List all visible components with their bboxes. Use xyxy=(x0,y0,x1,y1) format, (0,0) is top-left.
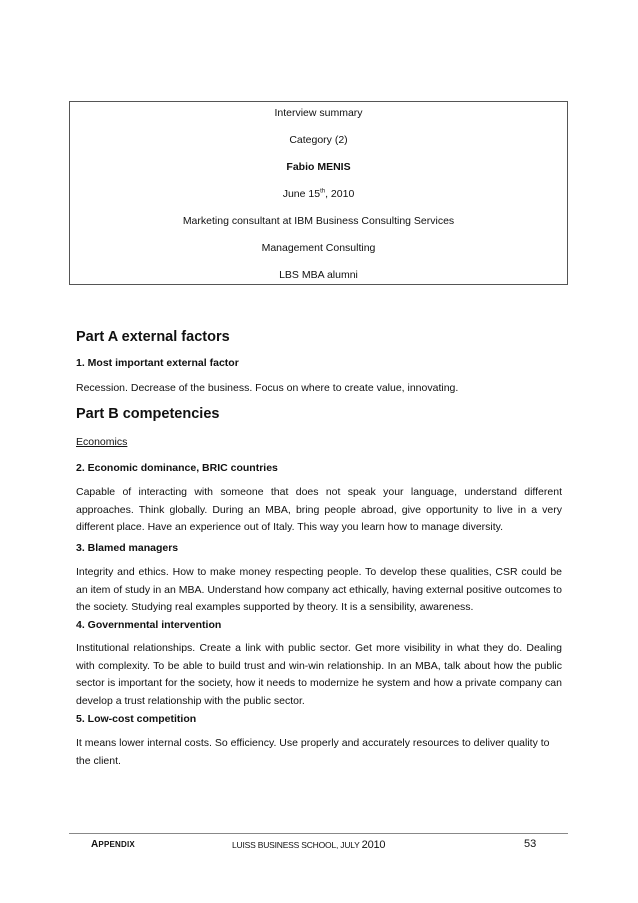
footer-school-date xyxy=(232,839,385,851)
interviewee-name: Fabio MENIS xyxy=(286,161,351,173)
question-1-title: 1. Most important external factor xyxy=(76,357,239,369)
footer-divider xyxy=(69,833,568,834)
interview-summary-box xyxy=(69,101,568,285)
question-2-answer: Capable of interacting with someone that does not speak your language, understand different approaches. Think globally. During an MBA, bring people abroad, give opportunity to live in a very different place. Have an experience out of Italy. This way you learn how to manage diversity. xyxy=(76,486,562,533)
question-3-title: 3. Blamed managers xyxy=(76,542,179,554)
interviewee-alumni: LBS MBA alumni xyxy=(279,269,358,281)
date-suffix: th xyxy=(320,188,326,195)
footer-appendix-initial: A xyxy=(91,839,99,850)
summary-category: Category (2) xyxy=(289,134,348,146)
footer-school-text: LUISS BUSINESS SCHOOL, JULY xyxy=(232,840,362,850)
part-b-heading: Part B competencies xyxy=(76,406,220,422)
footer-year: 2010 xyxy=(361,839,386,851)
footer-appendix-label xyxy=(91,839,135,850)
footer-appendix-rest: PPENDIX xyxy=(98,840,135,849)
question-1-answer: Recession. Decrease of the business. Focus on where to create value, innovating. xyxy=(76,382,459,394)
interviewee-field: Management Consulting xyxy=(261,242,376,254)
interview-date xyxy=(70,187,567,201)
question-5-answer: It means lower internal costs. So efficiency. Use properly and accurately resources to deliver quality to the client. xyxy=(76,737,550,767)
question-4-title: 4. Governmental intervention xyxy=(76,619,222,631)
date-day: June 15 xyxy=(282,188,321,200)
page-number: 53 xyxy=(524,838,537,850)
question-5-title: 5. Low-cost competition xyxy=(76,713,197,725)
part-a-heading: Part A external factors xyxy=(76,329,230,345)
date-year: , 2010 xyxy=(325,188,355,200)
summary-title: Interview summary xyxy=(274,107,363,119)
section-label-economics: Economics xyxy=(76,436,128,448)
question-4-answer: Institutional relationships. Create a link with public sector. Get more visibility in what they do. Dealing with complexity. To be able to build trust and win-win relationship. In an MBA, talk about how the public sector is important for the society, how it needs to modernize he system and how a private company can develop a trust relationship with the public sector. xyxy=(76,642,562,707)
question-2-title: 2. Economic dominance, BRIC countries xyxy=(76,462,278,474)
interviewee-role: Marketing consultant at IBM Business Consulting Services xyxy=(182,215,455,227)
question-3-answer: Integrity and ethics. How to make money respecting people. To develop these qualities, CSR could be an item of study in an MBA. Understand how company act ethically, having external positive outcomes to the society. Studying real examples supported by theory. It is a sensibility, awareness. xyxy=(76,566,562,613)
